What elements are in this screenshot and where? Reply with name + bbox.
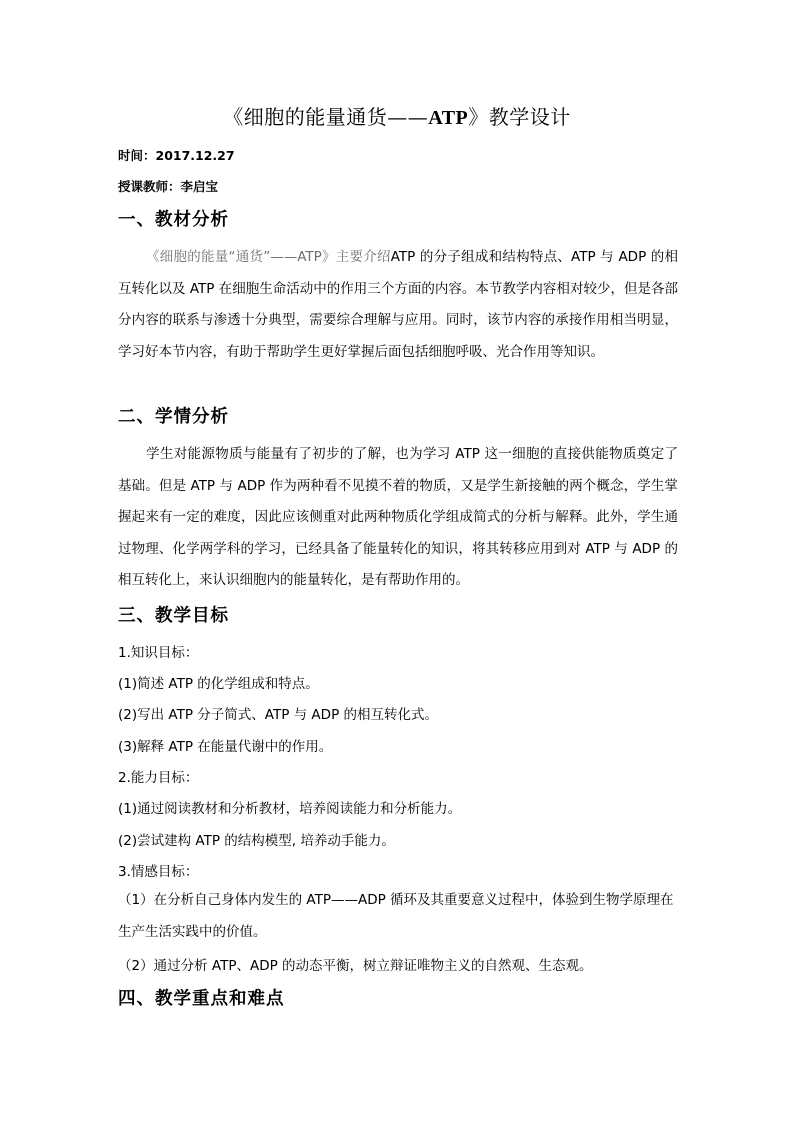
- title-suffix: 》教学设计: [468, 105, 571, 129]
- emotion-goal-2: （2）通过分析 ATP、ADP 的动态平衡，树立辩证唯物主义的自然观、生态观。: [118, 958, 593, 974]
- ability-goal-2: (2)尝试建构 ATP 的结构模型, 培养动手能力。: [118, 833, 395, 849]
- section-heading-key-points: 四、教学重点和难点: [118, 989, 285, 1009]
- ability-goals-title: 2.能力目标：: [118, 770, 199, 786]
- knowledge-goal-1: (1)简述 ATP 的化学组成和特点。: [118, 676, 319, 692]
- knowledge-goals-title: 1.知识目标：: [118, 645, 199, 661]
- knowledge-goal-2: (2)写出 ATP 分子简式、ATP 与 ADP 的相互转化式。: [118, 707, 438, 723]
- section-heading-goals: 三、教学目标: [118, 606, 229, 626]
- materials-text: ATP 的分子组成和结构特点、ATP 与 ADP 的相互转化以及 ATP 在细胞生命活动中的作用三个方面的内容。本节教学内容相对较少，但是各部分内容的联系与渗透十分典型，需要综合理解与应用。同时，该节内容的承接作用相当明显，学习好本节内容，有助于帮助学生更好掌握后面包括细胞呼吸、光合作用等知识。: [118, 249, 679, 360]
- knowledge-goal-3: (3)解释 ATP 在能量代谢中的作用。: [118, 739, 333, 755]
- section-heading-materials: 一、教材分析: [118, 210, 229, 230]
- title-atp: ATP: [428, 107, 469, 129]
- emotion-goals-title: 3.情感目标：: [118, 864, 199, 880]
- students-paragraph: [118, 439, 678, 597]
- materials-paragraph: [118, 242, 678, 368]
- ability-goal-1: (1)通过阅读教材和分析教材，培养阅读能力和分析能力。: [118, 801, 462, 817]
- emotion-goal-1: （1）在分析自己身体内发生的 ATP——ADP 循环及其重要意义过程中，体验到生物学原理在生产生活实践中的价值。: [118, 892, 674, 940]
- document-title: [0, 103, 794, 132]
- lesson-teacher: 授课教师：李启宝: [118, 179, 219, 194]
- section-heading-students: 二、学情分析: [118, 407, 229, 427]
- title-prefix: 《细胞的能量通货——: [223, 105, 429, 129]
- students-text: 学生对能源物质与能量有了初步的了解，也为学习 ATP 这一细胞的直接供能物质奠定了基础。但是 ATP 与 ADP 作为两种看不见摸不着的物质，又是学生新接触的两个概念，学生掌握起来有一定的难度，因此应该侧重对此两种物质化学组成简式的分析与解释。此外，学生通过物理、化学两学科的学习，已经具备了能量转化的知识，将其转移应用到对 ATP 与 ADP 的相互转化上，来认识细胞内的能量转化，是有帮助作用的。: [118, 446, 678, 588]
- materials-lead: 《细胞的能量“通货”——ATP》主要介绍: [146, 249, 391, 265]
- lesson-time: 时间：2017.12.27: [118, 148, 235, 163]
